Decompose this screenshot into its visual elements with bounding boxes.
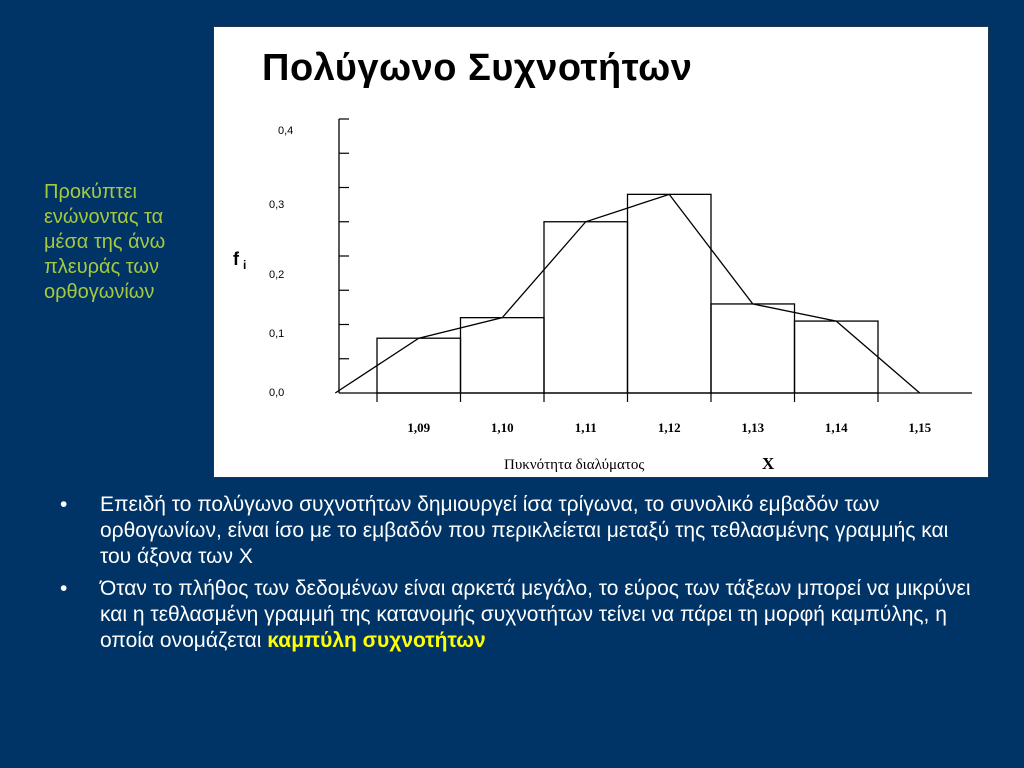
x-axis-symbol: X — [762, 454, 775, 473]
bullet-text: Επειδή το πολύγωνο συχνοτήτων δημιουργεί ίσα τρίγωνα, το συνολικό εμβαδόν των ορθογωνίων, είναι ίσο με το εμβαδόν που περικλείεται μεταξύ της τεθλασμένης γραμμής και του άξονα των Χ — [100, 493, 949, 568]
histogram-bar — [377, 338, 461, 393]
y-tick-label: 0,2 — [269, 269, 285, 281]
x-axis-label: Πυκνότητα διαλύματος — [504, 457, 645, 473]
y-tick-label: 0,4 — [278, 125, 294, 137]
x-tick-label: 1,11 — [574, 420, 597, 435]
x-tick-label: 1,13 — [741, 420, 765, 435]
chart-title: Πολύγωνο Συχνοτήτων — [262, 47, 693, 89]
bullet-text: Όταν το πλήθος των δεδομένων είναι αρκετά μεγάλο, το εύρος των τάξεων μπορεί να μικρύνει και η τεθλασμένη γραμμή της κατανομής συχνοτήτων τείνει να πάρει τη μορφή καμπύλης, η οποία ονομάζεται — [100, 577, 971, 652]
x-tick-label: 1,15 — [908, 420, 932, 435]
x-tick-label: 1,10 — [490, 420, 514, 435]
side-note: Προκύπτει ενώνοντας τα μέσα της άνω πλευράς των ορθογωνίων — [44, 181, 166, 303]
x-tick-label: 1,12 — [657, 420, 681, 435]
histogram-bar — [461, 318, 545, 393]
bullet-item — [60, 576, 980, 654]
y-axis-label: f — [233, 249, 239, 269]
bullet-item — [60, 492, 980, 570]
y-tick-label: 0,1 — [269, 328, 285, 340]
x-tick-label: 1,09 — [407, 420, 431, 435]
bullet-marker: • — [60, 577, 68, 600]
histogram-bar — [795, 321, 879, 393]
bullet-list — [60, 492, 980, 660]
bullet-marker: • — [60, 493, 68, 516]
histogram-bar — [628, 194, 712, 393]
highlighted-term: καμπύλη συχνοτήτων — [267, 629, 486, 652]
histogram-bar — [544, 222, 628, 393]
x-tick-label: 1,14 — [824, 420, 848, 435]
y-tick-label: 0,0 — [269, 387, 285, 399]
y-axis-label-subscript: i — [243, 258, 247, 272]
chart-panel — [213, 26, 989, 478]
y-tick-label: 0,3 — [269, 199, 285, 211]
histogram-bar — [711, 304, 795, 393]
frequency-polygon-chart — [214, 27, 990, 479]
